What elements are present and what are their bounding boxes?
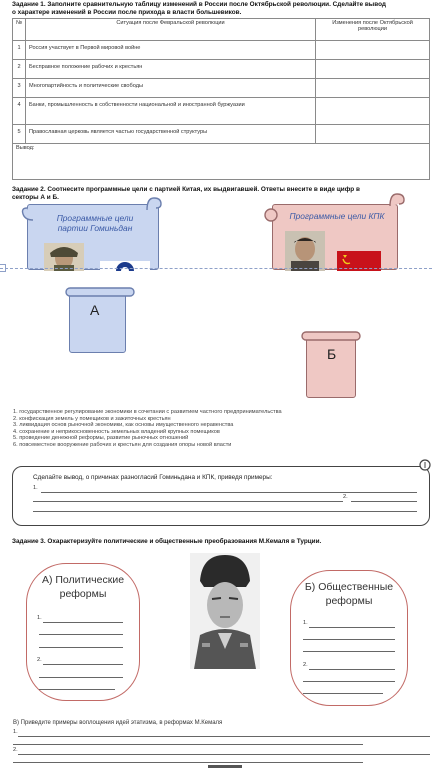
row-num: 5 xyxy=(13,125,26,144)
row-num: 1 xyxy=(13,41,26,60)
answer-line[interactable] xyxy=(309,669,395,670)
answer-line[interactable] xyxy=(303,651,395,652)
scroll-curl-icon xyxy=(418,458,432,472)
table-row xyxy=(13,98,430,125)
conclusion-box xyxy=(12,466,430,526)
row-answer-cell[interactable] xyxy=(316,125,430,144)
answer-line[interactable] xyxy=(13,762,363,763)
task1-title-line1: Задание 1. Заполните сравнительную таблицу изменений в России после Октябрьской революции. Сделайте вывод xyxy=(12,1,386,8)
scroll-curl-icon xyxy=(17,206,35,222)
answer-scroll-a[interactable] xyxy=(69,290,126,353)
scroll-curl-icon xyxy=(262,207,280,223)
scroll-kuomintang-heading: Программные цели партии Гоминьдан xyxy=(56,213,134,233)
header-col2: Изменения после Октябрьской революции xyxy=(316,19,430,41)
scroll-cpc xyxy=(272,204,398,270)
oval-political-reforms xyxy=(26,563,140,701)
answer-line[interactable] xyxy=(303,681,395,682)
scroll-kuomintang xyxy=(27,204,159,270)
scroll-curl-icon xyxy=(388,192,406,208)
answer-line-number: 2. xyxy=(13,747,18,753)
row-situation: Многопартийность и политические свободы xyxy=(26,79,316,98)
comparison-table xyxy=(12,18,430,180)
answer-line[interactable] xyxy=(309,627,395,628)
divider-tab xyxy=(0,264,6,272)
answer-line[interactable] xyxy=(43,622,123,623)
scroll-top-roll xyxy=(64,286,138,298)
answer-line[interactable] xyxy=(33,501,343,502)
answer-line[interactable] xyxy=(13,744,363,745)
task3-part-c-prompt: В) Приведите примеры воплощения идей этатизма, в реформах М.Кемаля xyxy=(13,720,223,726)
chiang-portrait xyxy=(44,243,84,271)
answer-line-number: 2. xyxy=(343,494,348,500)
row-situation: Россия участвует в Первой мировой войне xyxy=(26,41,316,60)
row-answer-cell[interactable] xyxy=(316,41,430,60)
row-situation: Православная церковь является частью государственной структуры xyxy=(26,125,316,144)
list-item: 5. проведение денежной реформы, развитие рыночных отношений xyxy=(13,435,189,441)
goals-list xyxy=(13,409,282,448)
task1-title-line2: о характере изменений в России после прихода в власти большевиков. xyxy=(12,9,242,16)
answer-line[interactable] xyxy=(39,634,123,635)
answer-line[interactable] xyxy=(303,639,395,640)
row-answer-cell[interactable] xyxy=(316,79,430,98)
scroll-top-roll xyxy=(300,330,364,342)
task1-title xyxy=(12,1,432,17)
conclusion-prompt: Сделайте вывод, о причинах разногласий Гоминьдана и КПК, приведя примеры: xyxy=(33,474,273,481)
page-divider xyxy=(0,268,432,269)
table-header-row xyxy=(13,19,430,41)
list-item: 6. повсеместное вооружение рабочих и крестьян для создания опоры новой власти xyxy=(13,441,232,448)
header-num: № xyxy=(13,19,26,41)
mao-portrait xyxy=(285,231,325,271)
answer-line[interactable] xyxy=(18,736,430,737)
answer-line[interactable] xyxy=(18,754,430,755)
oval-social-title: Б) Общественные реформы xyxy=(304,581,394,607)
answer-line-number: 1. xyxy=(37,615,42,621)
answer-line-number: 1. xyxy=(13,729,18,735)
oval-political-title: А) Политические реформы xyxy=(41,574,125,600)
kuomintang-emblem-icon xyxy=(100,261,150,271)
header-col1: Ситуация после Февральской революции xyxy=(26,19,316,41)
conclusion-row xyxy=(13,144,430,180)
label-a: А xyxy=(90,302,100,318)
answer-line[interactable] xyxy=(41,492,417,493)
oval-social-reforms xyxy=(290,570,408,706)
table-row xyxy=(13,41,430,60)
answer-line[interactable] xyxy=(43,664,123,665)
list-item: 3. ликвидация основ рыночной экономики, как основы имущественного неравенства xyxy=(13,422,234,428)
scroll-cpc-heading: Программные цели КПК xyxy=(289,211,385,221)
task2-title-line1: Задание 2. Соотнесите программные цели с партией Китая, их выдвигавшей. Ответы внесите в виде цифр в xyxy=(12,186,360,193)
answer-line-number: 2. xyxy=(303,662,308,668)
task3-title: Задание 3. Охарактеризуйте политические и общественные преобразования М.Кемаля в Турции. xyxy=(12,538,322,545)
answer-scroll-b[interactable] xyxy=(306,334,356,398)
answer-line-number: 1. xyxy=(33,485,38,491)
row-situation: Бесправное положение рабочих и крестьян xyxy=(26,60,316,79)
row-num: 4 xyxy=(13,98,26,125)
list-item: 2. конфискация земель у помещиков и зажиточных крестьян xyxy=(13,415,171,422)
task2-title-line2: секторы А и Б. xyxy=(12,194,59,201)
answer-line[interactable] xyxy=(39,647,123,648)
row-num: 2 xyxy=(13,60,26,79)
scroll-curl-icon xyxy=(145,196,163,212)
row-situation: Банки, промышленность в собственности национальной и иностранной буржуазии xyxy=(26,98,316,125)
table-row xyxy=(13,60,430,79)
table-row xyxy=(13,125,430,144)
answer-line[interactable] xyxy=(351,501,417,502)
list-item: 1. государственное регулирование экономики в сочетании с развитием частного предпринимательства xyxy=(13,409,282,415)
task2-title xyxy=(12,186,432,202)
answer-line[interactable] xyxy=(39,689,115,690)
conclusion-cell[interactable] xyxy=(13,144,430,180)
row-num: 3 xyxy=(13,79,26,98)
answer-line-number: 1. xyxy=(303,620,308,626)
table-row xyxy=(13,79,430,98)
label-b: Б xyxy=(327,346,337,362)
conclusion-label: Вывод: xyxy=(16,145,35,151)
answer-line[interactable] xyxy=(33,511,417,512)
list-item: 4. сохранение и неприкосновенность земельных владений крупных помещиков xyxy=(13,428,220,435)
row-answer-cell[interactable] xyxy=(316,60,430,79)
answer-line-number: 2. xyxy=(37,657,42,663)
row-answer-cell[interactable] xyxy=(316,98,430,125)
answer-line[interactable] xyxy=(39,677,123,678)
answer-line[interactable] xyxy=(303,693,383,694)
kemal-portrait xyxy=(190,553,260,669)
